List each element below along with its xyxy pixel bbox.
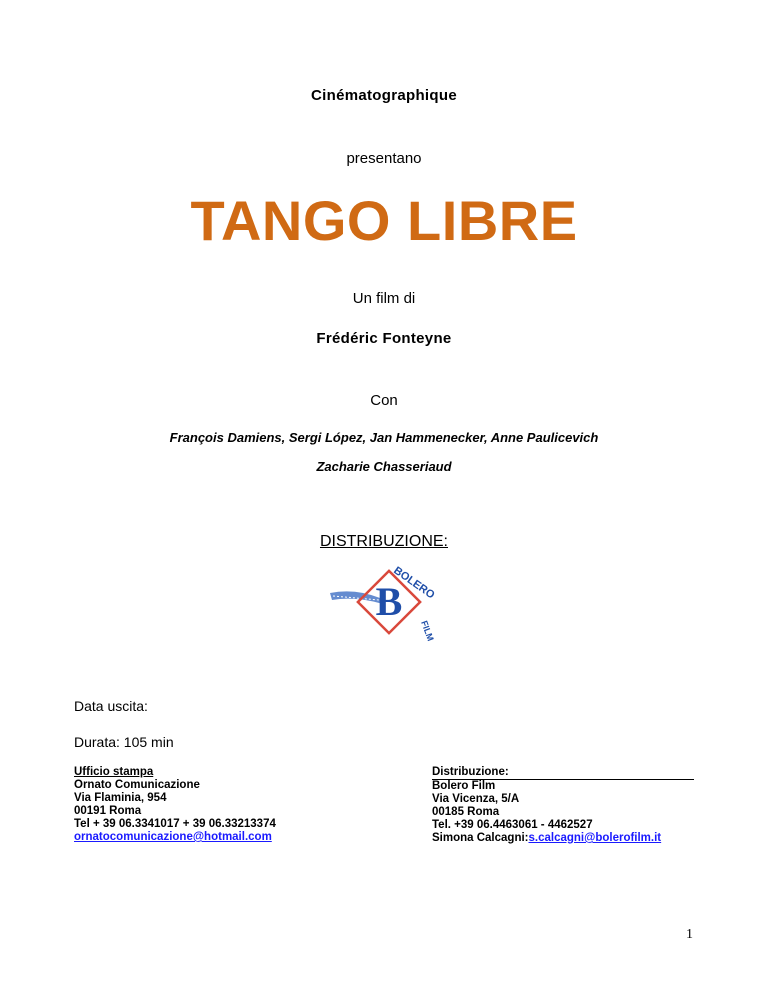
press-heading: Ufficio stampa	[74, 766, 154, 778]
bolero-film-logo	[325, 560, 450, 650]
press-office-block	[74, 766, 276, 844]
press-address: Via Flaminia, 954	[74, 792, 167, 804]
presents-text: presentano	[346, 150, 422, 167]
film-title: TANGO LIBRE	[190, 189, 578, 252]
distributor-address: Via Vicenza, 5/A	[432, 793, 520, 805]
distributor-email-link[interactable]: s.calcagni@bolerofilm.it	[528, 832, 662, 844]
distributor-name: Bolero Film	[432, 780, 496, 792]
page-number: 1	[686, 927, 693, 942]
distribution-heading: DISTRIBUZIONE:	[319, 533, 448, 550]
distributor-heading: Distribuzione:	[432, 766, 694, 780]
press-city: 00191 Roma	[74, 805, 142, 817]
press-email-link[interactable]: ornatocomunicazione@hotmail.com	[74, 831, 272, 843]
film-by-label: Un film di	[352, 290, 416, 307]
cast-line-2: Zacharie Chasseriaud	[316, 459, 452, 474]
release-date-label: Data uscita:	[74, 698, 148, 714]
company-name: Cinématographique	[311, 87, 457, 104]
press-name: Ornato Comunicazione	[74, 779, 200, 791]
distributor-phone: Tel. +39 06.4463061 - 4462527	[432, 819, 593, 831]
director-name: Frédéric Fonteyne	[316, 330, 452, 347]
duration-label: Durata: 105 min	[74, 734, 174, 750]
with-label: Con	[370, 392, 398, 409]
cast-line-1: François Damiens, Sergi López, Jan Hammenecker, Anne Paulicevich	[169, 430, 599, 445]
distributor-city: 00185 Roma	[432, 806, 500, 818]
press-phone: Tel + 39 06.3341017 + 39 06.33213374	[74, 818, 276, 830]
distributor-contact-name: Simona Calcagni:	[432, 832, 529, 844]
logo-text-bottom: FILM	[419, 619, 436, 643]
logo-text-top: BOLERO	[391, 564, 437, 602]
distributor-block	[432, 766, 694, 845]
logo-letter: B	[375, 579, 403, 624]
